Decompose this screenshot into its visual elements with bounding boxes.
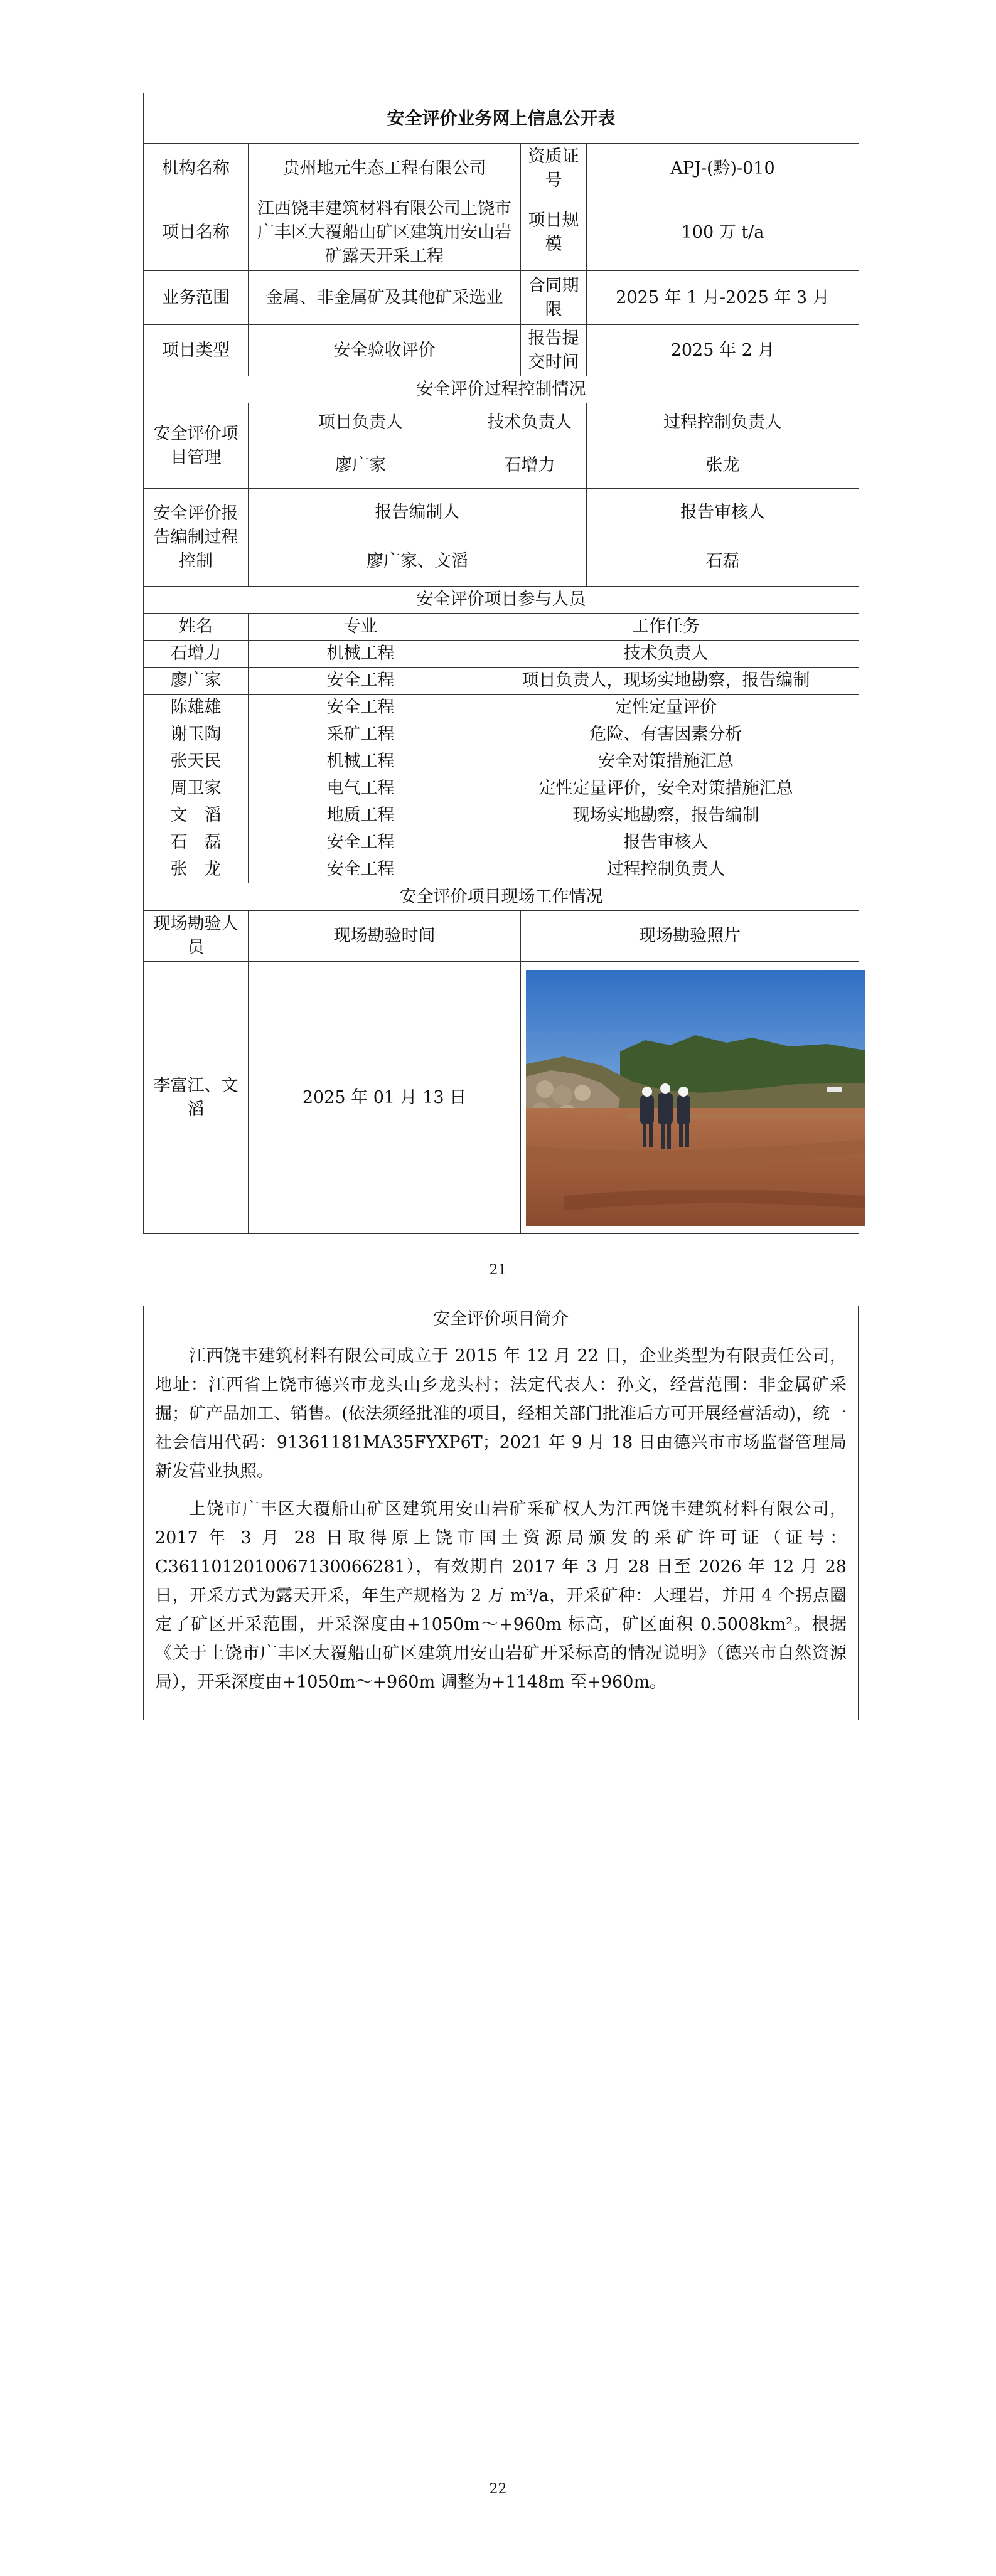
- page-number-22: 22: [489, 2481, 507, 2497]
- ctrl-value: 张龙: [587, 442, 859, 489]
- scale-value: 100 万 t/a: [587, 194, 859, 271]
- staff-task: 定性定量评价: [473, 695, 859, 721]
- report-label: 安全评价报告编制过程控制: [144, 489, 249, 587]
- org-label: 机构名称: [144, 144, 249, 194]
- staff-major: 安全工程: [249, 856, 473, 883]
- staff-name: 石 磊: [144, 829, 249, 856]
- staff-name: 张 龙: [144, 856, 249, 883]
- staff-major: 机械工程: [249, 641, 473, 668]
- site-person-label: 现场勘验人员: [144, 911, 249, 962]
- project-name-value: 江西饶丰建筑材料有限公司上饶市广丰区大覆船山矿区建筑用安山岩矿露天开采工程: [249, 194, 521, 271]
- staff-name: 张天民: [144, 748, 249, 775]
- leader-label: 项目负责人: [249, 403, 473, 442]
- staff-name: 文 滔: [144, 802, 249, 829]
- staff-name: 陈雄雄: [144, 695, 249, 721]
- site-photo-label: 现场勘验照片: [521, 911, 859, 962]
- submit-value: 2025 年 2 月: [587, 325, 859, 376]
- staff-major: 安全工程: [249, 829, 473, 856]
- intro-title: 安全评价项目简介: [144, 1306, 859, 1333]
- staff-task: 报告审核人: [473, 829, 859, 856]
- project-name-label: 项目名称: [144, 194, 249, 271]
- staff-name: 石增力: [144, 641, 249, 668]
- cert-value: APJ-(黔)-010: [587, 144, 859, 194]
- contract-label: 合同期限: [521, 271, 587, 325]
- staff-name: 谢玉陶: [144, 721, 249, 748]
- project-intro: [143, 1306, 859, 1720]
- intro-paragraph-2: 上饶市广丰区大覆船山矿区建筑用安山岩矿采矿权人为江西饶丰建筑材料有限公司，2017 年 3 月 28 日取得原上饶市国土资源局颁发的采矿许可证（证号：C3611012010067130066281），有效期自 2017 年 3 月 28 日至 2026 年 12 月 28 日，开采方式为露天开采，年生产规格为 2 万 m³/a，开采矿种：大理岩，并用 4 个拐点圈定了矿区开采范围，开采深度由+1050m～+960m 标高，矿区面积 0.5008km²。根据《关于上饶市广丰区大覆船山矿区建筑用安山岩矿开采标高的情况说明》（德兴市自然资源局），开采深度由+1050m～+960m 调整为+1148m 至+960m。: [155, 1499, 847, 1692]
- site-person-value: 李富江、文滔: [144, 962, 249, 1234]
- disclosure-form: [143, 93, 859, 1234]
- scope-value: 金属、非金属矿及其他矿采选业: [249, 271, 521, 325]
- contract-value: 2025 年 1 月-2025 年 3 月: [587, 271, 859, 325]
- staff-major: 安全工程: [249, 668, 473, 695]
- reviewer-value: 石磊: [587, 536, 859, 587]
- staff-task: 安全对策措施汇总: [473, 748, 859, 775]
- reviewer-label: 报告审核人: [587, 489, 859, 536]
- staff-header-task: 工作任务: [473, 614, 859, 641]
- staff-header-name: 姓名: [144, 614, 249, 641]
- intro-paragraph-1: 江西饶丰建筑材料有限公司成立于 2015 年 12 月 22 日，企业类型为有限责任公司，地址：江西省上饶市德兴市龙头山乡龙头村；法定代表人：孙文，经营范围：非金属矿采掘；矿产品加工、销售。(依法须经批准的项目，经相关部门批准后方可开展经营活动)，统一社会信用代码：91361181MA35FYXP6T；2021 年 9 月 18 日由德兴市市场监督管理局新发营业执照。: [155, 1346, 847, 1481]
- tech-label: 技术负责人: [473, 403, 587, 442]
- staff-task: 过程控制负责人: [473, 856, 859, 883]
- staff-name: 廖广家: [144, 668, 249, 695]
- staff-major: 地质工程: [249, 802, 473, 829]
- staff-major: 机械工程: [249, 748, 473, 775]
- staff-task: 项目负责人，现场实地勘察，报告编制: [473, 668, 859, 695]
- type-value: 安全验收评价: [249, 325, 521, 376]
- site-time-value: 2025 年 01 月 13 日: [249, 962, 521, 1234]
- writer-value: 廖广家、文滔: [249, 536, 587, 587]
- scale-label: 项目规模: [521, 194, 587, 271]
- page-number-21: 21: [489, 1262, 507, 1278]
- staff-title: 安全评价项目参与人员: [144, 587, 859, 614]
- staff-major: 采矿工程: [249, 721, 473, 748]
- mgmt-label: 安全评价项目管理: [144, 403, 249, 489]
- type-label: 项目类型: [144, 325, 249, 376]
- scope-label: 业务范围: [144, 271, 249, 325]
- submit-label: 报告提交时间: [521, 325, 587, 376]
- cert-label: 资质证号: [521, 144, 587, 194]
- writer-label: 报告编制人: [249, 489, 587, 536]
- staff-major: 电气工程: [249, 775, 473, 802]
- site-title: 安全评价项目现场工作情况: [144, 883, 859, 911]
- staff-header-major: 专业: [249, 614, 473, 641]
- org-value: 贵州地元生态工程有限公司: [249, 144, 521, 194]
- site-time-label: 现场勘验时间: [249, 911, 521, 962]
- staff-major: 安全工程: [249, 695, 473, 721]
- staff-task: 危险、有害因素分析: [473, 721, 859, 748]
- ctrl-label: 过程控制负责人: [587, 403, 859, 442]
- staff-task: 技术负责人: [473, 641, 859, 668]
- process-title: 安全评价过程控制情况: [144, 376, 859, 403]
- form-title: 安全评价业务网上信息公开表: [144, 93, 859, 144]
- staff-task: 定性定量评价，安全对策措施汇总: [473, 775, 859, 802]
- site-photo: [526, 970, 865, 1226]
- tech-value: 石增力: [473, 442, 587, 489]
- intro-body: [144, 1333, 859, 1720]
- site-photo-cell: [521, 962, 859, 1234]
- staff-task: 现场实地勘察，报告编制: [473, 802, 859, 829]
- leader-value: 廖广家: [249, 442, 473, 489]
- staff-name: 周卫家: [144, 775, 249, 802]
